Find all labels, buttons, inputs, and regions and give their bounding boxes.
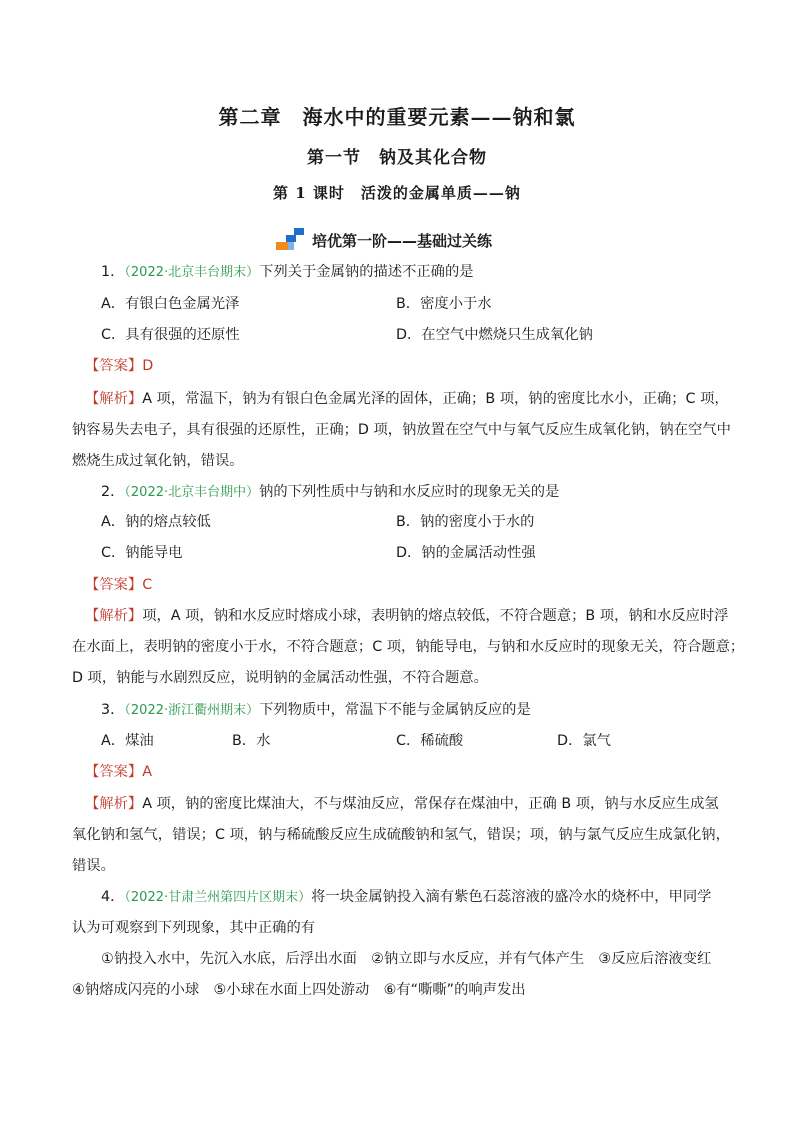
question-source: （2022·北京丰台期末）: [124, 265, 260, 280]
answer-value: C: [142, 577, 153, 593]
analysis-label: 【解析】: [85, 796, 143, 812]
question-number: 4．: [101, 889, 125, 905]
analysis-line: D 项，钠能与水剧烈反应，说明钠的金属活动性强，不符合题意。: [72, 670, 488, 686]
answer-label: 【答案】: [85, 577, 143, 593]
question-text: 下列关于金属钠的描述不正确的是: [259, 264, 474, 280]
answer-value: A: [142, 764, 152, 780]
stage-label: 培优第一阶——基础过关练: [312, 232, 493, 250]
stairs-icon: [276, 226, 306, 252]
question-source: （2022·浙江衢州期末）: [124, 703, 260, 718]
option-d: D．氯气: [557, 733, 611, 749]
question-text: 将一块金属钠投入滴有紫色石蕊溶液的盛冷水的烧杯中，甲同学: [311, 889, 712, 905]
analysis-label: 【解析】: [85, 391, 143, 407]
analysis-line: 错误。: [72, 858, 115, 874]
analysis-line: 燃烧生成过氧化钠，错误。: [72, 453, 244, 469]
question-4-stem: [101, 887, 711, 908]
stage-banner: [276, 224, 492, 252]
analysis-line: 钠容易失去电子，具有很强的还原性，正确；D 项，钠放置在空气中与氧气反应生成氧化钠，钠在空气中: [72, 422, 731, 438]
option-d: D．钠的金属活动性强: [396, 545, 536, 561]
question-text: 认为可观察到下列现象，其中正确的有: [72, 920, 316, 936]
option-a: A．煤油: [101, 733, 154, 749]
option-b: B．钠的密度小于水的: [396, 514, 535, 530]
phenomena-list: ①钠投入水中，先沉入水底，后浮出水面 ②钠立即与水反应，并有气体产生 ③反应后溶液变红: [101, 951, 712, 967]
question-source: （2022·甘肃兰州第四片区期末）: [124, 890, 312, 905]
chapter-title: 第二章 海水中的重要元素——钠和氯: [218, 105, 576, 129]
answer-label: 【答案】: [85, 764, 143, 780]
answer-line: [85, 575, 152, 595]
option-a: A．有银白色金属光泽: [101, 296, 240, 312]
option-c: C．钠能导电: [101, 545, 183, 561]
option-d: D．在空气中燃烧只生成氧化钠: [396, 327, 593, 343]
answer-line: [85, 356, 153, 376]
answer-line: [85, 762, 152, 782]
analysis-label: 【解析】: [85, 608, 143, 624]
analysis-line: 【解析】项，A 项，钠和水反应时熔成小球，表明钠的熔点较低，不符合题意；B 项，钠和水反应时浮: [85, 608, 729, 624]
phenomena-list: ④钠熔成闪亮的小球 ⑤小球在水面上四处游动 ⑥有“嘶嘶”的响声发出: [72, 982, 526, 998]
section-title: 第一节 钠及其化合物: [307, 148, 487, 168]
question-source: （2022·北京丰台期中）: [124, 485, 260, 500]
question-number: 3．: [101, 702, 125, 718]
question-3-stem: [101, 700, 531, 721]
analysis-line: 氧化钠和氢气，错误；C 项，钠与稀硫酸反应生成硫酸钠和氢气，错误；项，钠与氯气反应生成氯化钠，: [72, 827, 730, 843]
option-b: B．密度小于水: [396, 296, 492, 312]
question-number: 1．: [101, 264, 125, 280]
question-1-stem: [101, 262, 474, 283]
question-text: 钠的下列性质中与钠和水反应时的现象无关的是: [259, 484, 560, 500]
option-c: C．稀硫酸: [396, 733, 464, 749]
question-2-stem: [101, 482, 559, 503]
option-c: C．具有很强的还原性: [101, 327, 240, 343]
question-text: 下列物质中，常温下不能与金属钠反应的是: [259, 702, 531, 718]
analysis-line: 【解析】A 项，常温下，钠为有银白色金属光泽的固体，正确；B 项，钠的密度比水小，正确；C 项，: [85, 391, 729, 407]
answer-value: D: [142, 358, 154, 374]
lesson-title: 第 1 课时 活泼的金属单质——钠: [273, 184, 521, 202]
answer-label: 【答案】: [85, 358, 143, 374]
option-a: A．钠的熔点较低: [101, 514, 211, 530]
analysis-line: 在水面上，表明钠的密度小于水，不符合题意；C 项，钠能导电，与钠和水反应时的现象无关，符合题意；: [72, 639, 745, 655]
question-number: 2．: [101, 484, 125, 500]
analysis-line: 【解析】A 项，钠的密度比煤油大，不与煤油反应，常保存在煤油中，正确 B 项，钠与水反应生成氢: [85, 796, 719, 812]
option-b: B．水: [232, 733, 271, 749]
